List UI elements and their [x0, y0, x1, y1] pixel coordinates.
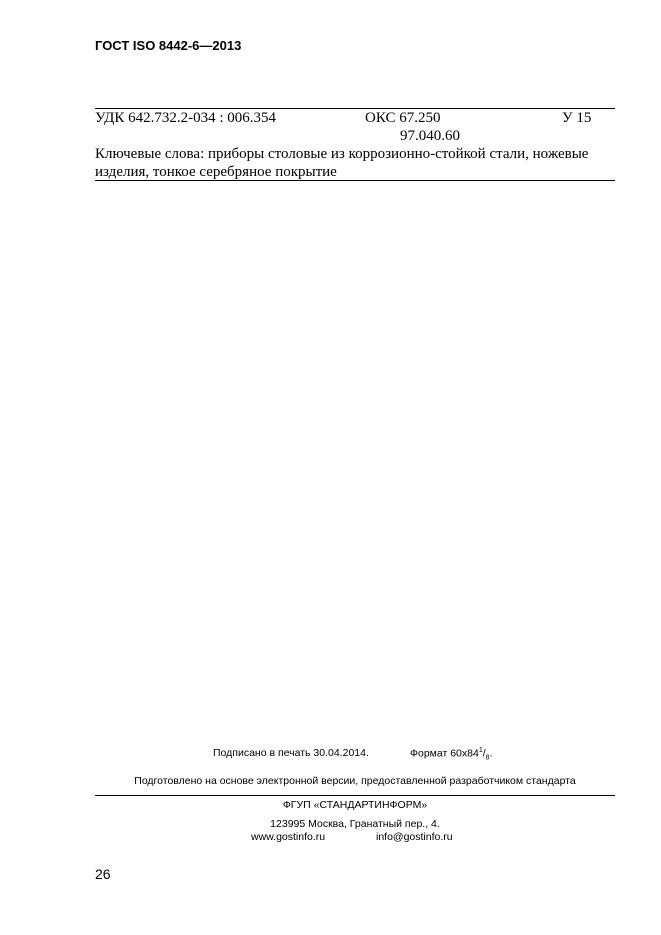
- classification-code: У 15: [562, 110, 592, 126]
- page-number: 26: [95, 866, 111, 882]
- oks-code-line-1: ОКС 67.250: [365, 110, 441, 126]
- publisher-address: 123995 Москва, Гранатный пер., 4.: [270, 818, 440, 830]
- format-denominator: 8: [485, 754, 490, 762]
- document-code: ГОСТ ISO 8442-6—2013: [95, 38, 242, 53]
- imprint-rule: [95, 795, 615, 796]
- publisher-email: info@gostinfo.ru: [376, 831, 453, 843]
- paper-format: Формат $60x84^1/_8$.: [410, 747, 493, 762]
- format-numerator: 1: [478, 747, 483, 754]
- top-rule: [95, 108, 615, 109]
- publisher-name: ФГУП «СТАНДАРТИНФОРМ»: [282, 799, 428, 811]
- udk-code: УДК 642.732.2-034 : 006.354: [95, 110, 277, 126]
- keywords-rule: [95, 180, 615, 181]
- signed-date: Подписано в печать 30.04.2014.: [213, 747, 369, 759]
- keywords: Ключевые слова: приборы столовые из коррозионно-стойкой стали, ножевые изделия, тонкое серебряное покрытие: [95, 146, 589, 180]
- prepared-note: Подготовлено на основе электронной версии, предоставленной разработчиком стандарта: [134, 775, 576, 787]
- format-suffix: .: [489, 747, 493, 760]
- oks-code-line-2: 97.040.60: [400, 128, 460, 144]
- publisher-website: www.gostinfo.ru: [251, 831, 326, 843]
- format-prefix: Формат 60x84: [410, 747, 479, 760]
